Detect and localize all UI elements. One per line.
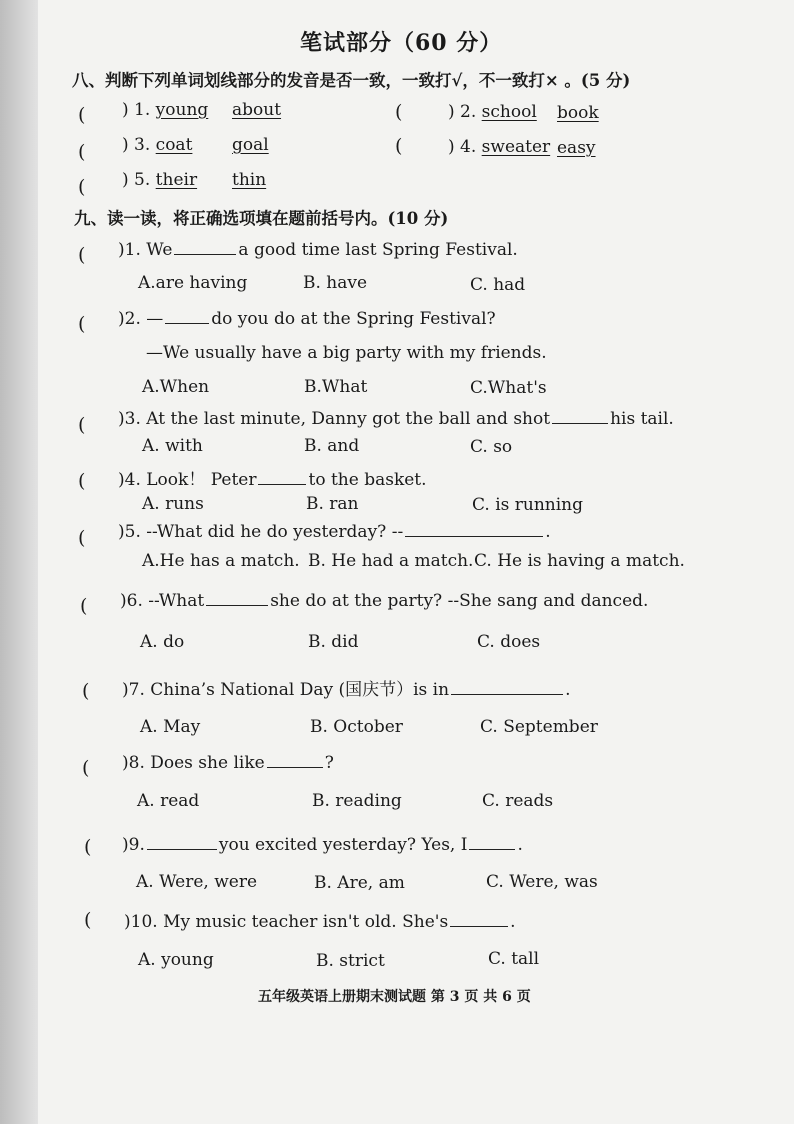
option-a: A. read [137, 791, 200, 811]
option-b: B.What [304, 377, 368, 397]
pron-item-4: ) 4. sweater [448, 137, 551, 157]
option-a: A. May [140, 717, 201, 737]
pron-item-5: ) 5. their [122, 170, 198, 190]
option-c: C. does [477, 632, 541, 652]
question-6: )6. --What she do at the party? --She sang and danced. [120, 591, 649, 611]
answer-paren: ( [78, 176, 86, 198]
pron-word: young [155, 100, 209, 120]
answer-paren: ( [395, 101, 403, 123]
option-b: B. strict [316, 951, 385, 971]
option-c: C. reads [482, 791, 554, 811]
pron-compare-word: goal [232, 135, 269, 155]
option-b: B. ran [306, 494, 359, 514]
question-1: )1. We a good time last Spring Festival. [118, 240, 518, 260]
scan-edge [0, 0, 40, 1124]
answer-paren: ( [78, 470, 86, 492]
option-b: B. and [304, 436, 360, 456]
answer-paren: ( [82, 757, 90, 779]
answer-paren: ( [84, 909, 92, 931]
option-a: A.He has a match. [142, 551, 300, 571]
option-b: B. October [310, 717, 403, 737]
question-10: )10. My music teacher isn't old. She's . [124, 912, 516, 932]
answer-paren: ( [78, 313, 86, 335]
question-2-response: —We usually have a big party with my friends. [146, 343, 547, 363]
option-a: A. do [140, 632, 185, 652]
question-4: )4. Look！ Peter to the basket. [118, 470, 427, 490]
option-b: B. He had a match. [308, 551, 474, 571]
page-footer: 五年级英语上册期末测试题 第 3 页 共 6 页 [258, 989, 531, 1005]
question-3: )3. At the last minute, Danny got the ball and shot his tail. [118, 409, 674, 429]
answer-paren: ( [78, 244, 86, 266]
option-b: B. did [308, 632, 359, 652]
option-a: A. Were, were [136, 872, 258, 892]
option-c: C. is running [472, 495, 584, 515]
option-c: C. September [480, 717, 598, 737]
pron-item-1: ) 1. young [122, 100, 209, 120]
pron-item-3: ) 3. coat [122, 135, 193, 155]
answer-paren: ( [395, 135, 403, 157]
option-c: C. had [470, 275, 526, 295]
question-7: )7. China’s National Day (国庆节）is in . [122, 680, 571, 700]
option-c: C. He is having a match. [474, 551, 685, 571]
pron-item-2: ) 2. school [448, 102, 537, 122]
question-2: )2. — do you do at the Spring Festival? [118, 309, 496, 329]
answer-paren: ( [78, 527, 86, 549]
answer-paren: ( [80, 595, 88, 617]
option-a: A. with [142, 436, 203, 456]
option-c: C.What's [470, 378, 547, 398]
option-b: B. reading [312, 791, 402, 811]
option-b: B. Are, am [314, 873, 405, 893]
answer-paren: ( [78, 104, 86, 126]
page-title: 笔试部分（60 分） [300, 30, 503, 56]
option-a: A.When [142, 377, 210, 397]
option-a: A.are having [138, 273, 248, 293]
option-a: A. runs [142, 494, 204, 514]
answer-paren: ( [82, 680, 90, 702]
answer-paren: ( [78, 414, 86, 436]
option-b: B. have [303, 273, 368, 293]
section-9-heading: 九、读一读，将正确选项填在题前括号内。(10 分) [74, 209, 449, 228]
option-c: C. Were, was [486, 872, 598, 892]
answer-paren: ( [78, 141, 86, 163]
option-c: C. so [470, 437, 513, 457]
pron-compare-word: about [232, 100, 282, 120]
pron-compare-word: book [557, 103, 599, 123]
option-c: C. tall [488, 949, 540, 969]
question-5: )5. --What did he do yesterday? -- . [118, 522, 551, 542]
pron-compare-word: thin [232, 170, 267, 190]
answer-paren: ( [84, 836, 92, 858]
option-a: A. young [138, 950, 214, 970]
question-9: )9. you excited yesterday? Yes, I . [122, 835, 523, 855]
question-8: )8. Does she like ? [122, 753, 334, 773]
pron-compare-word: easy [557, 138, 596, 158]
section-8-heading: 八、判断下列单词划线部分的发音是否一致，一致打√，不一致打× 。(5 分) [72, 71, 631, 90]
